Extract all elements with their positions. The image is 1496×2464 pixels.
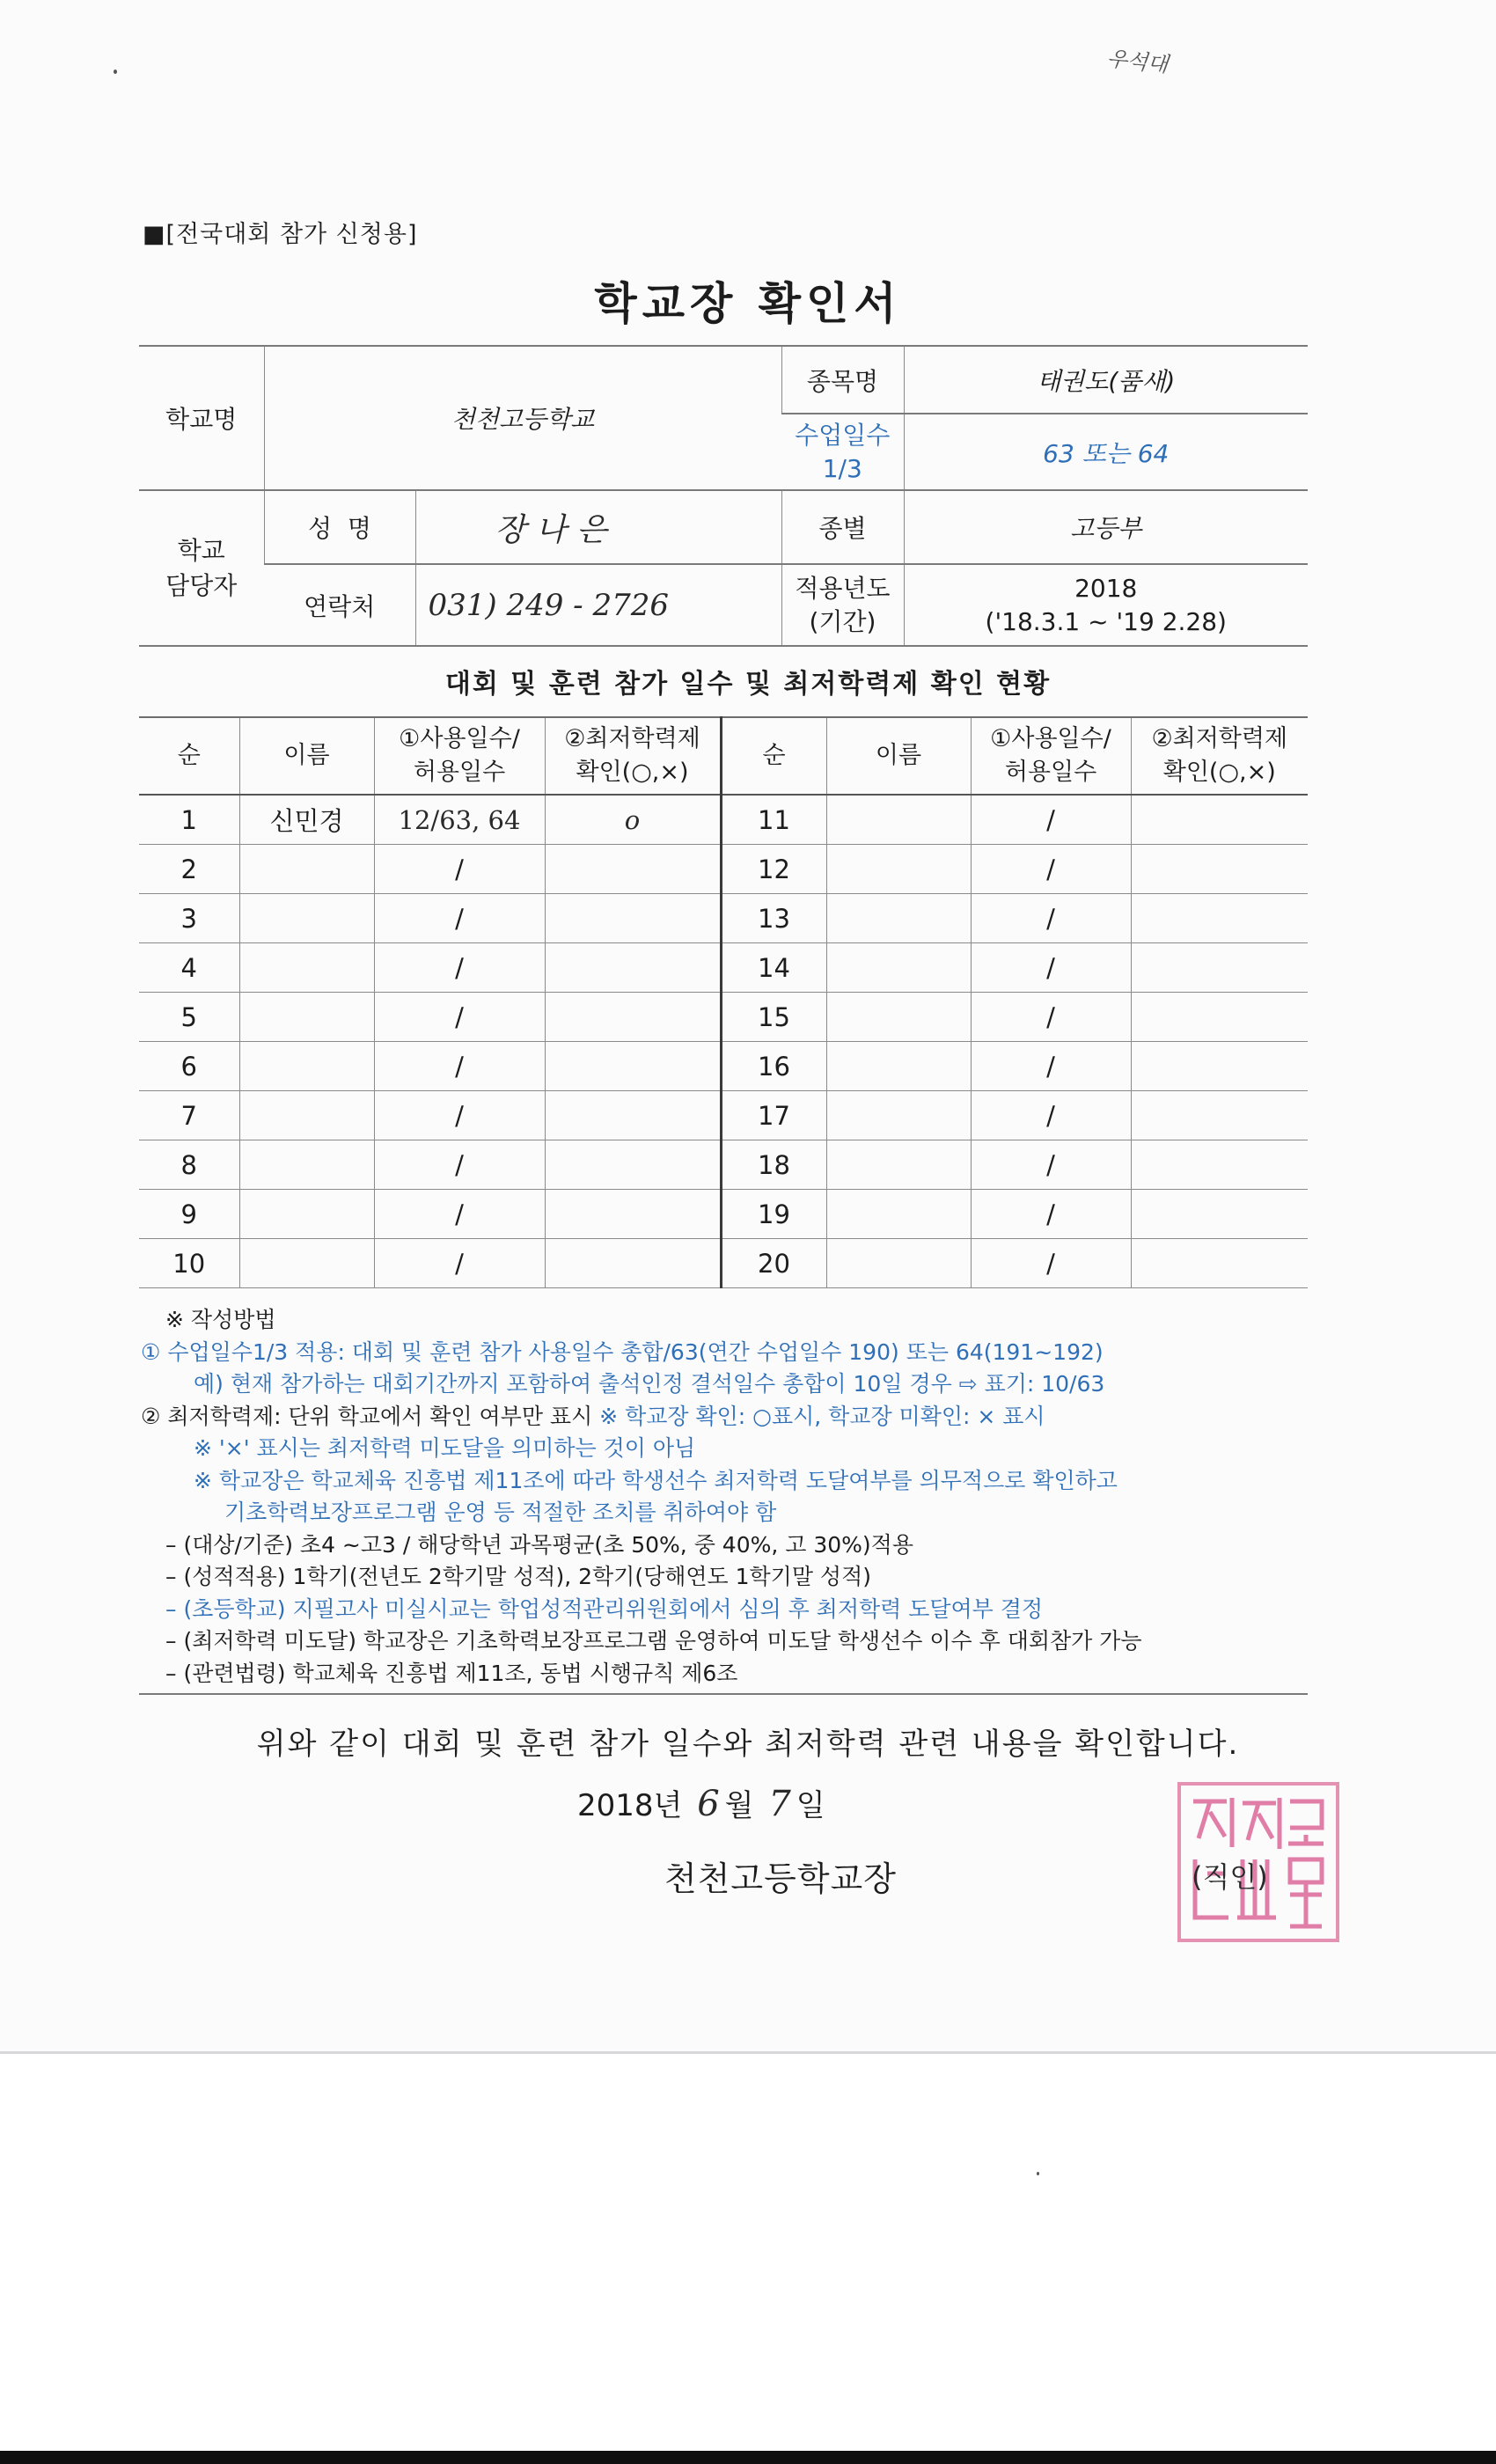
contact-value: 031) 249 - 2726: [415, 564, 781, 646]
col-header-min-right-line1: ②최저학력제: [1151, 725, 1288, 752]
row-name-right: [826, 1239, 971, 1288]
row-no: 3: [139, 894, 239, 943]
notes-heading: ※ 작성방법: [165, 1307, 276, 1332]
col-header-min-line2: 확인(○,×): [576, 759, 689, 786]
date-line: [577, 1781, 825, 1824]
person-label-line1: 학교: [177, 535, 225, 565]
row-name: [239, 993, 374, 1042]
row-days-right: /: [971, 1042, 1131, 1091]
row-check: [545, 1190, 721, 1239]
row-check: [545, 943, 721, 993]
row-check-right: [1131, 1190, 1308, 1239]
event-value: 태권도(품새): [904, 346, 1308, 414]
row-no-right: 15: [721, 993, 826, 1042]
col-header-days-line1: ①사용일수/: [399, 725, 520, 752]
date-month: 6: [697, 1784, 720, 1824]
row-days: /: [374, 1190, 545, 1239]
person-label-line2: 담당자: [165, 570, 238, 600]
year-label-line1: 적용년도: [795, 573, 891, 603]
row-name: [239, 894, 374, 943]
row-days-right: /: [971, 795, 1131, 845]
days-label-line2: 1/3: [822, 453, 862, 483]
col-header-name: 이름: [239, 717, 374, 795]
table-row: [139, 845, 1308, 894]
row-name: [239, 943, 374, 993]
col-header-days-right-line2: 허용일수: [1004, 759, 1097, 786]
row-check: [545, 1091, 721, 1140]
row-no-right: 19: [721, 1190, 826, 1239]
note-detail-3: – (초등학교) 지필고사 미실시교는 학업성적관리위원회에서 심의 후 최저학력 도달여부 결정: [165, 1595, 1044, 1622]
row-name-right: [826, 943, 971, 993]
seal-label: (직인): [1192, 1860, 1268, 1894]
writing-instructions: [141, 1304, 1320, 1690]
year-label: [781, 564, 904, 646]
row-name: [239, 1190, 374, 1239]
row-days-right: /: [971, 993, 1131, 1042]
name-label: 성 명: [264, 490, 415, 564]
info-table: [139, 345, 1308, 647]
row-check: [545, 894, 721, 943]
days-value: 63 또는 64: [904, 414, 1308, 490]
row-days-right: /: [971, 1091, 1131, 1140]
row-name-right: [826, 795, 971, 845]
section-title: 대회 및 훈련 참가 일수 및 최저학력제 확인 현황: [444, 669, 1052, 700]
col-header-days-right: [971, 717, 1131, 795]
row-name: [239, 845, 374, 894]
row-days-right: /: [971, 845, 1131, 894]
row-check-right: [1131, 1091, 1308, 1140]
table-row: [139, 1239, 1308, 1288]
row-name: [239, 1239, 374, 1288]
row-name: [239, 1091, 374, 1140]
confirmation-text: 위와 같이 대회 및 훈련 참가 일수와 최저학력 관련 내용을 확인합니다.: [256, 1727, 1240, 1762]
row-days: /: [374, 1140, 545, 1190]
row-days: /: [374, 894, 545, 943]
form-tag: ■[전국대회 참가 신청용]: [143, 221, 418, 248]
table-row: [139, 943, 1308, 993]
col-header-min-right-line2: 확인(○,×): [1162, 759, 1276, 786]
principal-title: 천천고등학교장: [664, 1859, 897, 1898]
row-name-right: [826, 1190, 971, 1239]
col-header-days-line2: 허용일수: [413, 759, 506, 786]
col-header-min-line1: ②최저학력제: [564, 725, 700, 752]
category-value: 고등부: [904, 490, 1308, 564]
note-detail-5: – (관련법령) 학교체육 진흥법 제11조, 동법 시행규칙 제6조: [165, 1660, 738, 1686]
school-label: 학교명: [139, 346, 264, 490]
roster-table: [139, 716, 1308, 1288]
row-name: [239, 1140, 374, 1190]
row-no-right: 17: [721, 1091, 826, 1140]
date-year: 2018년: [577, 1788, 683, 1823]
col-header-name-right: 이름: [826, 717, 971, 795]
category-label: 종별: [781, 490, 904, 564]
table-row: [139, 1190, 1308, 1239]
row-days: /: [374, 1042, 545, 1091]
col-header-days: [374, 717, 545, 795]
row-no: 2: [139, 845, 239, 894]
row-check: o: [545, 795, 721, 845]
year-value-line2: ('18.3.1 ~ '19 2.28): [985, 606, 1227, 636]
table-row: [139, 1140, 1308, 1190]
date-day-unit: 일: [796, 1788, 825, 1823]
row-days-right: /: [971, 894, 1131, 943]
row-check: [545, 993, 721, 1042]
row-check-right: [1131, 894, 1308, 943]
row-no-right: 12: [721, 845, 826, 894]
row-check: [545, 845, 721, 894]
note-1b: 예) 현재 참가하는 대회기간까지 포함하여 출석인정 결석일수 총합이 10일 경우 ⇨ 표기: 10/63: [194, 1371, 1105, 1397]
row-check: [545, 1042, 721, 1091]
col-header-min-right: [1131, 717, 1308, 795]
table-row: [139, 894, 1308, 943]
row-days: /: [374, 845, 545, 894]
row-days-right: /: [971, 943, 1131, 993]
note-2a: [141, 1401, 1320, 1434]
year-value-line1: 2018: [1074, 573, 1138, 603]
note-detail-2: – (성적적용) 1학기(전년도 2학기말 성적), 2학기(당해연도 1학기말 성적): [165, 1564, 871, 1589]
row-check-right: [1131, 993, 1308, 1042]
row-no-right: 18: [721, 1140, 826, 1190]
row-no: 10: [139, 1239, 239, 1288]
row-check-right: [1131, 1140, 1308, 1190]
table-row: [139, 795, 1308, 845]
row-no: 5: [139, 993, 239, 1042]
row-no: 8: [139, 1140, 239, 1190]
col-header-no-right: 순: [721, 717, 826, 795]
col-header-days-right-line1: ①사용일수/: [990, 725, 1111, 752]
row-no: 1: [139, 795, 239, 845]
row-name-right: [826, 1140, 971, 1190]
note-detail-4: – (최저학력 미도달) 학교장은 기초학력보장프로그램 운영하여 미도달 학생선수 이수 후 대회참가 가능: [165, 1628, 1142, 1654]
row-days: /: [374, 993, 545, 1042]
contact-label: 연락처: [264, 564, 415, 646]
row-no-right: 13: [721, 894, 826, 943]
row-no-right: 14: [721, 943, 826, 993]
row-no-right: 20: [721, 1239, 826, 1288]
row-name: 신민경: [239, 795, 374, 845]
row-no: 9: [139, 1190, 239, 1239]
row-no: 6: [139, 1042, 239, 1091]
date-day: 7: [768, 1784, 791, 1824]
row-days: /: [374, 1239, 545, 1288]
scan-border: [0, 2451, 1496, 2464]
year-label-line2: (기간): [809, 606, 876, 636]
row-check-right: [1131, 845, 1308, 894]
row-name-right: [826, 1091, 971, 1140]
row-days: /: [374, 1091, 545, 1140]
school-name: 천천고등학교: [264, 346, 781, 490]
row-check-right: [1131, 943, 1308, 993]
row-days-right: /: [971, 1190, 1131, 1239]
note-2d: 기초학력보장프로그램 운영 등 적절한 조치를 취하여야 함: [224, 1500, 777, 1525]
row-days: /: [374, 943, 545, 993]
name-value: 장 나 은: [415, 490, 781, 564]
col-header-no: 순: [139, 717, 239, 795]
handwritten-note: 우석대: [1105, 46, 1170, 77]
row-name-right: [826, 993, 971, 1042]
page-title: 학교장 확인서: [594, 278, 902, 329]
row-name-right: [826, 845, 971, 894]
table-row: [139, 1091, 1308, 1140]
date-month-unit: 월: [724, 1788, 754, 1823]
row-name-right: [826, 894, 971, 943]
note-detail-1: – (대상/기준) 초4 ~고3 / 해당학년 과목평균(초 50%, 중 40%, 고 30%)적용: [165, 1531, 913, 1558]
row-no-right: 11: [721, 795, 826, 845]
note-2b: ※ '×' 표시는 최저학력 미도달을 의미하는 것이 아님: [194, 1435, 696, 1461]
col-header-min: [545, 717, 721, 795]
row-no-right: 16: [721, 1042, 826, 1091]
row-check: [545, 1239, 721, 1288]
table-row: [139, 1042, 1308, 1091]
page-edge: [0, 2051, 1496, 2054]
event-label: 종목명: [781, 346, 904, 414]
row-no: 7: [139, 1091, 239, 1140]
row-check: [545, 1140, 721, 1190]
row-name: [239, 1042, 374, 1091]
row-no: 4: [139, 943, 239, 993]
days-label-line1: 수업일수: [795, 420, 891, 450]
year-value: [904, 564, 1308, 646]
roster-header-row: [139, 717, 1308, 795]
note-2a-text: ② 최저학력제: 단위 학교에서 확인 여부만 표시: [141, 1403, 600, 1429]
row-check-right: [1131, 1042, 1308, 1091]
person-label: [139, 490, 264, 646]
divider: [139, 1693, 1308, 1695]
row-days: 12/63, 64: [374, 795, 545, 845]
row-days-right: /: [971, 1140, 1131, 1190]
note-1a: ① 수업일수1/3 적용: 대회 및 훈련 참가 사용일수 총합/63(연간 수업일수 190) 또는 64(191~192): [141, 1338, 1104, 1365]
row-check-right: [1131, 1239, 1308, 1288]
row-name-right: [826, 1042, 971, 1091]
row-check-right: [1131, 795, 1308, 845]
scan-speck: [1037, 2172, 1039, 2175]
days-label: [781, 414, 904, 490]
note-2c: ※ 학교장은 학교체육 진흥법 제11조에 따라 학생선수 최저학력 도달여부를 의무적으로 확인하고: [194, 1467, 1118, 1493]
note-2a-highlight: ※ 학교장 확인: ○표시, 학교장 미확인: × 표시: [599, 1403, 1045, 1429]
row-days-right: /: [971, 1239, 1131, 1288]
scan-speck: [114, 70, 117, 74]
table-row: [139, 993, 1308, 1042]
